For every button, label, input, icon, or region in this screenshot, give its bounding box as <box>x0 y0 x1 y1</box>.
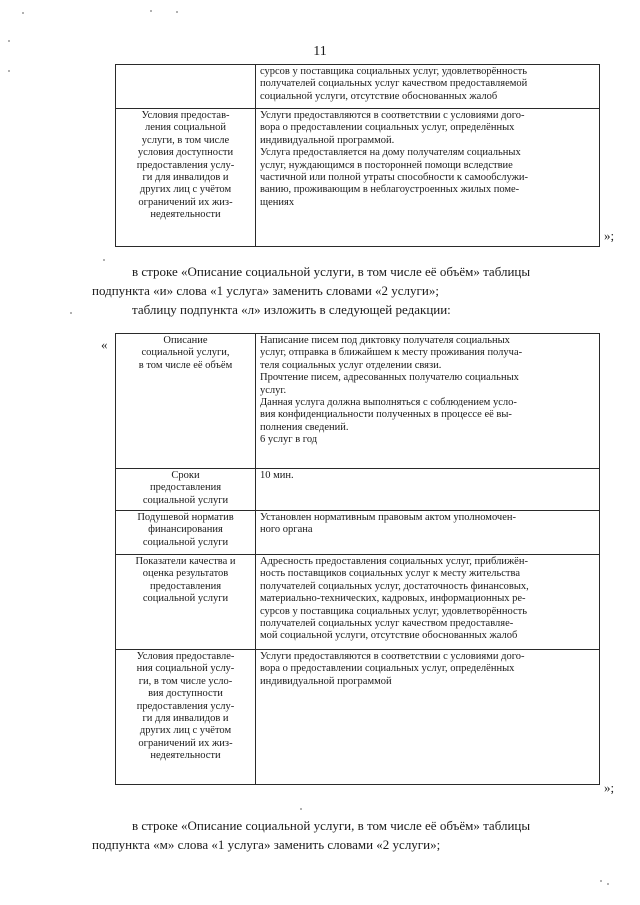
cell-line: индивидуальной программой. <box>260 134 395 146</box>
cell-line: вия конфиденциальности полученных в процессе её вы- <box>260 409 512 421</box>
table-row <box>116 65 600 109</box>
cell-line: оценка результатов <box>142 568 229 580</box>
cell-line: ления социальной <box>144 122 226 134</box>
cell-line: предоставления <box>149 482 222 494</box>
cell-line: других лиц с учётом <box>139 725 232 737</box>
cell-line: ограничений их жиз- <box>138 196 233 208</box>
cell-line: Данная услуга должна выполняться с соблюдением усло- <box>260 397 517 409</box>
cell-line: сурсов у поставщика социальных услуг, удовлетворённость <box>260 605 528 617</box>
table-cell-label <box>116 469 256 511</box>
opening-quote-mark: « <box>101 337 108 352</box>
table-row <box>116 511 600 555</box>
cell-line: теля социальных услуг отделении связи. <box>260 359 442 371</box>
cell-line: недеятельности <box>150 750 221 762</box>
cell-line: услуг. <box>260 384 287 396</box>
table-cell-content <box>256 555 600 650</box>
cell-line: социальной услуги, <box>141 347 230 359</box>
table-row <box>116 469 600 511</box>
table-cell-content <box>256 511 600 555</box>
paragraph-line: в строке «Описание социальной услуги, в том числе её объём» таблицы <box>132 818 531 833</box>
cell-line: Адресность предоставления социальных услуг, приближён- <box>260 556 528 567</box>
cell-line: ги для инвалидов и <box>142 172 229 184</box>
cell-line: Сроки <box>171 470 200 481</box>
cell-line: Показатели качества и <box>135 556 236 567</box>
cell-line: Описание <box>163 335 208 346</box>
cell-line: ния социальной услу- <box>136 663 235 675</box>
table-cell-content <box>256 650 600 785</box>
table-cell-content <box>256 65 600 109</box>
scan-speck <box>176 11 178 13</box>
cell-line: сурсов у поставщика социальных услуг, удовлетворённость <box>260 66 528 77</box>
table-row <box>116 555 600 650</box>
closing-quote-mark: »; <box>604 228 615 243</box>
cell-line: предоставления услу- <box>136 159 235 171</box>
table-cell-content <box>256 469 600 511</box>
cell-line: материально-технических, кадровых, информационных ре- <box>260 593 526 605</box>
cell-line: Условия предостав- <box>141 110 230 121</box>
table-row <box>116 334 600 469</box>
scan-speck <box>103 259 105 261</box>
table-cell-label <box>116 334 256 469</box>
cell-line: предоставления <box>149 580 222 592</box>
cell-line: услуг, отправка в ближайшем к месту проживания получа- <box>260 347 523 359</box>
table-cell-label <box>116 555 256 650</box>
closing-quote-mark: »; <box>604 780 615 795</box>
scan-speck <box>70 312 72 314</box>
cell-line: ность поставщиков социальных услуг к месту жительства <box>260 568 520 580</box>
cell-line: социальной услуги, отсутствие обоснованных жалоб <box>260 90 498 102</box>
scan-speck <box>8 70 10 72</box>
table-cell-label <box>116 109 256 247</box>
cell-line: вия доступности <box>148 688 223 700</box>
cell-line: ограничений их жиз- <box>138 737 233 749</box>
cell-line: Условия предоставле- <box>136 651 235 662</box>
cell-line: услуг, нуждающимся в посторонней помощи вследствие <box>260 159 513 171</box>
cell-line: Написание писем под диктовку получателя социальных <box>260 335 510 346</box>
cell-line: получателей социальных услуг, достаточность финансовых, <box>260 580 529 592</box>
cell-line: Подушевой норматив <box>137 512 234 523</box>
scan-speck <box>600 880 602 882</box>
cell-line: финансирования <box>148 524 223 536</box>
cell-line: частичной или полной утраты способности к самообслужи- <box>260 172 528 184</box>
cell-line: щениях <box>260 196 295 208</box>
table-cell-label <box>116 65 256 109</box>
scan-speck <box>607 883 609 885</box>
paragraph-line: в строке «Описание социальной услуги, в том числе её объём» таблицы <box>132 264 531 279</box>
cell-line: ги для инвалидов и <box>142 713 229 725</box>
cell-line: социальной услуги <box>142 536 229 548</box>
paragraph-line: подпункта «и» слова «1 услуга» заменить словами «2 услуги»; <box>92 283 439 298</box>
page-number: 11 <box>313 44 327 59</box>
cell-line: ного органа <box>260 524 313 536</box>
table-cell-label <box>116 511 256 555</box>
cell-line: недеятельности <box>150 209 221 221</box>
cell-line: полнения сведений. <box>260 421 349 433</box>
table-cell-label <box>116 650 256 785</box>
table-cell-content <box>256 334 600 469</box>
cell-line: Прочтение писем, адресованных получателю социальных <box>260 372 519 384</box>
cell-line: Услуги предоставляются в соответствии с условиями дого- <box>260 110 525 121</box>
cell-line: индивидуальной программой <box>260 675 392 687</box>
cell-line: ги, в том числе усло- <box>138 675 233 687</box>
cell-line: получателей социальных услуг качеством предоставляемой <box>260 78 528 90</box>
cell-line: получателей социальных услуг качеством предоставляе- <box>260 618 514 630</box>
cell-line: Услуга предоставляется на дому получателям социальных <box>260 147 521 159</box>
cell-line: других лиц с учётом <box>139 184 232 196</box>
scan-speck <box>22 12 24 14</box>
cell-line: условия доступности <box>137 147 234 159</box>
table-cell-content <box>256 109 600 247</box>
cell-line: ванию, проживающим в неблагоустроенных жилых поме- <box>260 184 520 196</box>
paragraph-line: подпункта «м» слова «1 услуга» заменить словами «2 услуги»; <box>92 837 441 852</box>
scan-speck <box>300 808 302 810</box>
table-1 <box>115 64 600 247</box>
cell-line: в том числе её объём <box>138 359 233 371</box>
scan-speck <box>150 10 152 12</box>
cell-line: предоставления услу- <box>136 700 235 712</box>
cell-line: Установлен нормативным правовым актом уполномочен- <box>260 512 516 523</box>
cell-line: мой социальной услуги, отсутствие обоснованных жалоб <box>260 630 518 642</box>
cell-line: вора о предоставлении социальных услуг, определённых <box>260 122 515 134</box>
cell-line: социальной услуги <box>142 494 229 506</box>
cell-line: 6 услуг в год <box>260 434 318 446</box>
table-row <box>116 109 600 247</box>
table-row <box>116 650 600 785</box>
paragraph-line: таблицу подпункта «л» изложить в следующей редакции: <box>132 302 451 317</box>
table-2 <box>115 333 600 785</box>
cell-line: Услуги предоставляются в соответствии с условиями дого- <box>260 651 525 662</box>
cell-line: 10 мин. <box>260 470 294 481</box>
cell-line: социальной услуги <box>142 593 229 605</box>
scan-speck <box>8 40 10 42</box>
cell-line: вора о предоставлении социальных услуг, определённых <box>260 663 515 675</box>
cell-line: услуги, в том числе <box>141 134 230 146</box>
